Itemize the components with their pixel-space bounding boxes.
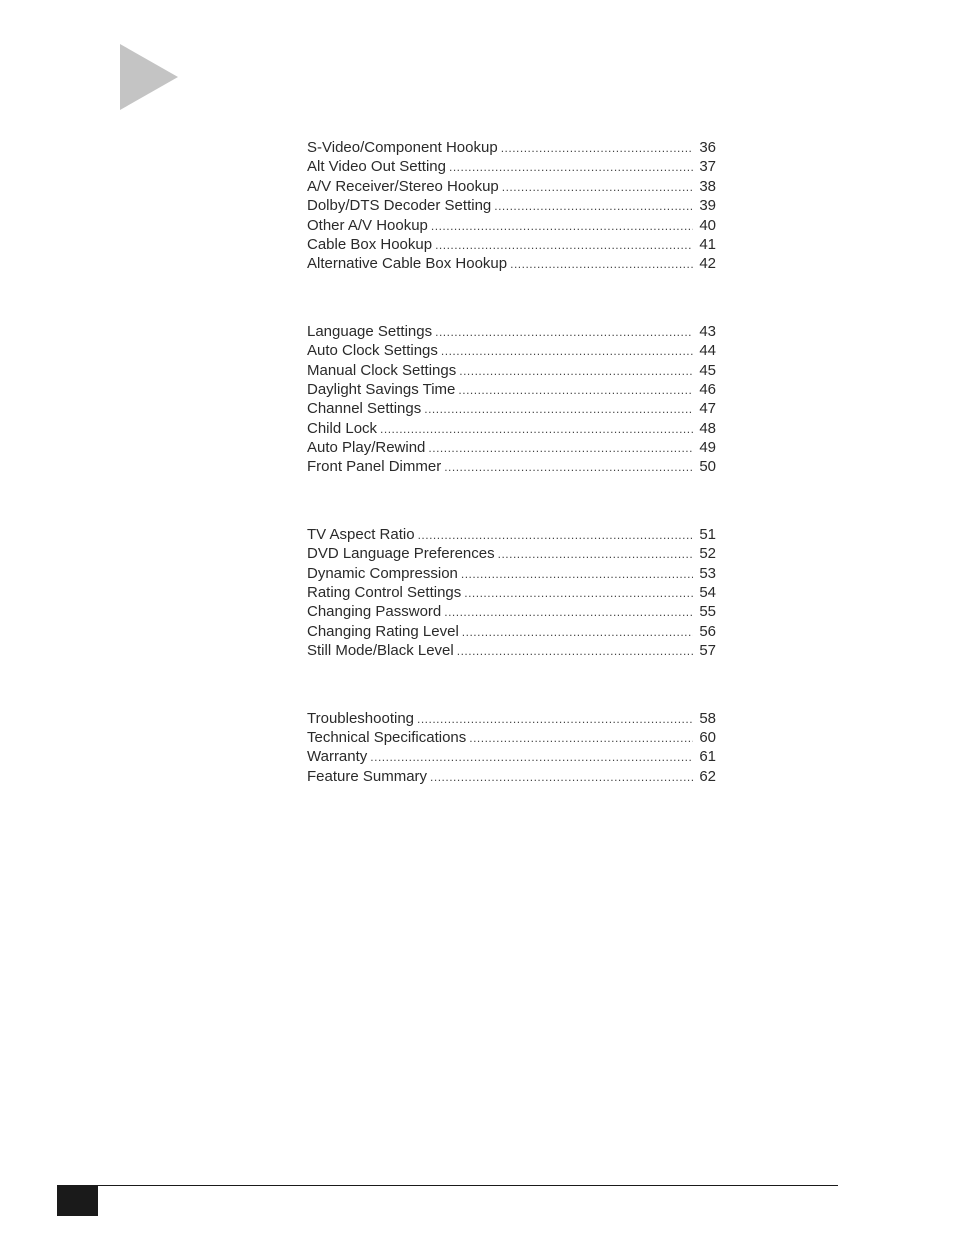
toc-entry-title: Technical Specifications bbox=[307, 728, 467, 746]
toc-entry[interactable] bbox=[307, 399, 716, 418]
toc-entry-page: 58 bbox=[699, 709, 716, 727]
toc-entry-page: 54 bbox=[699, 584, 716, 602]
dot-leader bbox=[461, 565, 693, 584]
toc-entry-title: Auto Play/Rewind bbox=[307, 439, 426, 457]
toc-section-dvd-settings bbox=[307, 525, 716, 661]
dot-leader bbox=[435, 323, 693, 342]
toc-entry-page: 43 bbox=[699, 322, 716, 340]
toc-entry-page: 41 bbox=[699, 235, 716, 253]
toc-entry[interactable] bbox=[307, 622, 716, 641]
toc-entry-page: 50 bbox=[699, 458, 716, 476]
toc-entry-page: 62 bbox=[699, 767, 716, 785]
dot-leader bbox=[469, 729, 693, 748]
toc-entry[interactable] bbox=[307, 341, 716, 360]
toc-entry[interactable] bbox=[307, 602, 716, 621]
dot-leader bbox=[458, 381, 693, 400]
toc-entry-page: 52 bbox=[699, 545, 716, 563]
page-number-box bbox=[57, 1185, 98, 1216]
toc-entry-title: Warranty bbox=[307, 748, 368, 766]
toc-entry-page: 56 bbox=[699, 622, 716, 640]
toc-entry-page: 48 bbox=[699, 419, 716, 437]
dot-leader bbox=[501, 139, 693, 158]
toc-entry-title: Dolby/DTS Decoder Setting bbox=[307, 197, 492, 215]
toc-entry[interactable] bbox=[307, 235, 716, 254]
dot-leader bbox=[424, 400, 693, 419]
toc-entry-title: Troubleshooting bbox=[307, 709, 415, 727]
toc-entry-title: Alternative Cable Box Hookup bbox=[307, 255, 508, 273]
toc-entry[interactable] bbox=[307, 544, 716, 563]
toc-entry-title: Cable Box Hookup bbox=[307, 235, 433, 253]
dot-leader bbox=[494, 197, 693, 216]
toc-entry[interactable] bbox=[307, 254, 716, 273]
toc-entry[interactable] bbox=[307, 361, 716, 380]
table-of-contents bbox=[307, 138, 716, 786]
dot-leader bbox=[462, 623, 693, 642]
toc-entry-page: 39 bbox=[699, 197, 716, 215]
toc-entry-page: 38 bbox=[699, 177, 716, 195]
toc-entry[interactable] bbox=[307, 767, 716, 786]
toc-entry-title: Front Panel Dimmer bbox=[307, 458, 442, 476]
toc-entry-page: 37 bbox=[699, 158, 716, 176]
toc-entry-title: Alt Video Out Setting bbox=[307, 158, 446, 176]
dot-leader bbox=[431, 217, 693, 236]
toc-entry-title: Language Settings bbox=[307, 322, 433, 340]
toc-entry-page: 40 bbox=[699, 216, 716, 234]
toc-entry-page: 46 bbox=[699, 380, 716, 398]
toc-entry-title: Still Mode/Black Level bbox=[307, 642, 454, 660]
dot-leader bbox=[444, 603, 693, 622]
toc-entry-title: Rating Control Settings bbox=[307, 584, 462, 602]
toc-entry[interactable] bbox=[307, 457, 716, 476]
toc-entry[interactable] bbox=[307, 564, 716, 583]
dot-leader bbox=[380, 420, 693, 439]
toc-entry-page: 51 bbox=[699, 525, 716, 543]
toc-entry-page: 45 bbox=[699, 361, 716, 379]
toc-entry-title: Daylight Savings Time bbox=[307, 380, 456, 398]
toc-section-hookups bbox=[307, 138, 716, 274]
dot-leader bbox=[459, 362, 693, 381]
toc-entry[interactable] bbox=[307, 438, 716, 457]
toc-entry[interactable] bbox=[307, 138, 716, 157]
toc-section-settings bbox=[307, 322, 716, 477]
toc-entry-page: 47 bbox=[699, 400, 716, 418]
dot-leader bbox=[417, 710, 693, 729]
dot-leader bbox=[457, 642, 693, 661]
dot-leader bbox=[510, 255, 693, 274]
toc-entry-title: Auto Clock Settings bbox=[307, 342, 438, 360]
dot-leader bbox=[418, 526, 693, 545]
toc-entry[interactable] bbox=[307, 380, 716, 399]
toc-entry[interactable] bbox=[307, 419, 716, 438]
toc-entry[interactable] bbox=[307, 583, 716, 602]
toc-entry-page: 53 bbox=[699, 564, 716, 582]
toc-entry-page: 57 bbox=[699, 642, 716, 660]
toc-entry-page: 49 bbox=[699, 439, 716, 457]
toc-entry-title: A/V Receiver/Stereo Hookup bbox=[307, 177, 499, 195]
toc-entry[interactable] bbox=[307, 196, 716, 215]
toc-entry-title: Other A/V Hookup bbox=[307, 216, 428, 234]
dot-leader bbox=[441, 342, 693, 361]
toc-entry-title: TV Aspect Ratio bbox=[307, 525, 415, 543]
toc-entry-title: Child Lock bbox=[307, 419, 378, 437]
toc-entry-page: 60 bbox=[699, 728, 716, 746]
dot-leader bbox=[502, 178, 693, 197]
toc-section-reference bbox=[307, 709, 716, 787]
toc-entry-title: Changing Password bbox=[307, 603, 442, 621]
footer-rule bbox=[98, 1185, 838, 1186]
dot-leader bbox=[428, 439, 693, 458]
toc-entry[interactable] bbox=[307, 177, 716, 196]
play-triangle-icon bbox=[120, 44, 178, 110]
toc-entry-title: Changing Rating Level bbox=[307, 622, 459, 640]
toc-entry-title: Dynamic Compression bbox=[307, 564, 458, 582]
dot-leader bbox=[449, 158, 693, 177]
dot-leader bbox=[498, 545, 693, 564]
toc-entry-title: DVD Language Preferences bbox=[307, 545, 495, 563]
toc-entry[interactable] bbox=[307, 641, 716, 660]
dot-leader bbox=[435, 236, 693, 255]
dot-leader bbox=[444, 458, 693, 477]
toc-entry-page: 55 bbox=[699, 603, 716, 621]
play-triangle-shape bbox=[120, 44, 178, 110]
toc-entry[interactable] bbox=[307, 525, 716, 544]
toc-entry-title: Channel Settings bbox=[307, 400, 422, 418]
toc-entry-title: Manual Clock Settings bbox=[307, 361, 457, 379]
dot-leader bbox=[430, 768, 693, 787]
toc-entry[interactable] bbox=[307, 216, 716, 235]
dot-leader bbox=[464, 584, 693, 603]
toc-entry[interactable] bbox=[307, 747, 716, 766]
toc-entry-title: S-Video/Component Hookup bbox=[307, 139, 498, 156]
toc-entry-title: Feature Summary bbox=[307, 767, 428, 785]
toc-entry-page: 42 bbox=[699, 255, 716, 273]
toc-entry-page: 36 bbox=[699, 139, 716, 156]
toc-entry[interactable] bbox=[307, 709, 716, 728]
dot-leader bbox=[370, 748, 693, 767]
toc-entry[interactable] bbox=[307, 157, 716, 176]
toc-entry-page: 61 bbox=[699, 748, 716, 766]
toc-entry[interactable] bbox=[307, 322, 716, 341]
toc-entry-page: 44 bbox=[699, 342, 716, 360]
toc-entry[interactable] bbox=[307, 728, 716, 747]
